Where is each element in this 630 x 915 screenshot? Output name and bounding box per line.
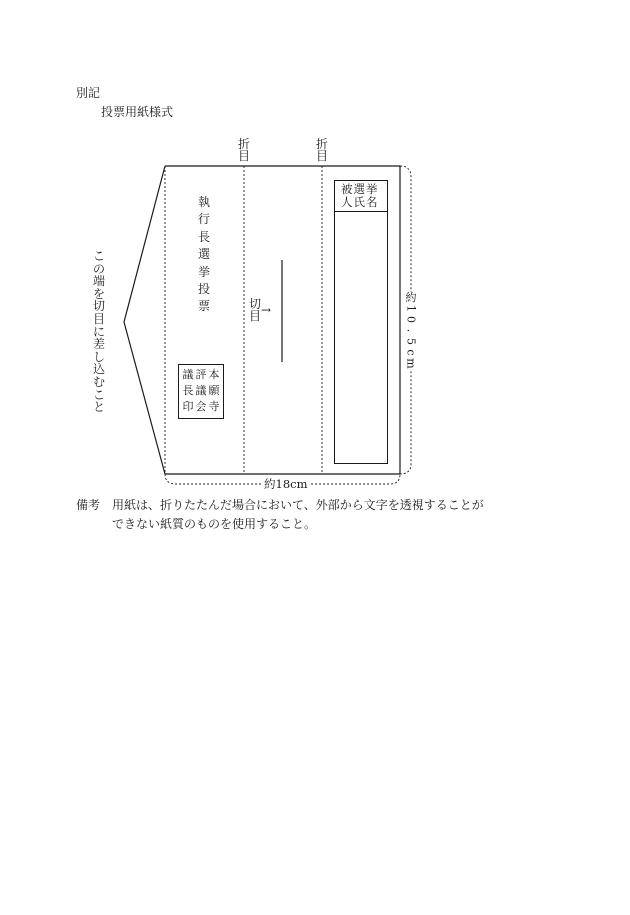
candidate-header [335, 181, 387, 212]
cut-arrow: → [261, 303, 272, 317]
ballot-title: 執 行 長 選 挙 投 票 [197, 195, 210, 314]
candidate-header-text: 被選挙人氏名 [341, 182, 379, 209]
appendix-label: 別記 [76, 86, 101, 100]
note-line-2: できない紙質のものを使用すること。 [112, 517, 317, 531]
insert-instruction: こ の 端 を 切 目 に 差 し 込 む こ と [92, 249, 105, 415]
seal-col-1: 議 長 印 [182, 368, 194, 413]
fold-label-1: 折 目 [237, 137, 250, 163]
insert-flap [124, 166, 165, 474]
note-line-1: 用紙は、折りたたんだ場合において、外部から文字を透視することが [112, 498, 484, 512]
cut-label: 切 目 [248, 297, 261, 323]
width-label: 約18cm [264, 477, 308, 491]
seal-col-2: 評 議 会 [195, 368, 207, 413]
seal-col-3: 本 願 寺 [208, 368, 220, 413]
candidate-name-box [334, 180, 388, 464]
note-label: 備考 [76, 498, 101, 512]
form-title: 投票用紙様式 [101, 105, 174, 119]
official-seal [178, 364, 224, 419]
height-label: 約 1 0 . 5 c m [404, 291, 418, 369]
fold-label-2: 折 目 [315, 137, 328, 163]
